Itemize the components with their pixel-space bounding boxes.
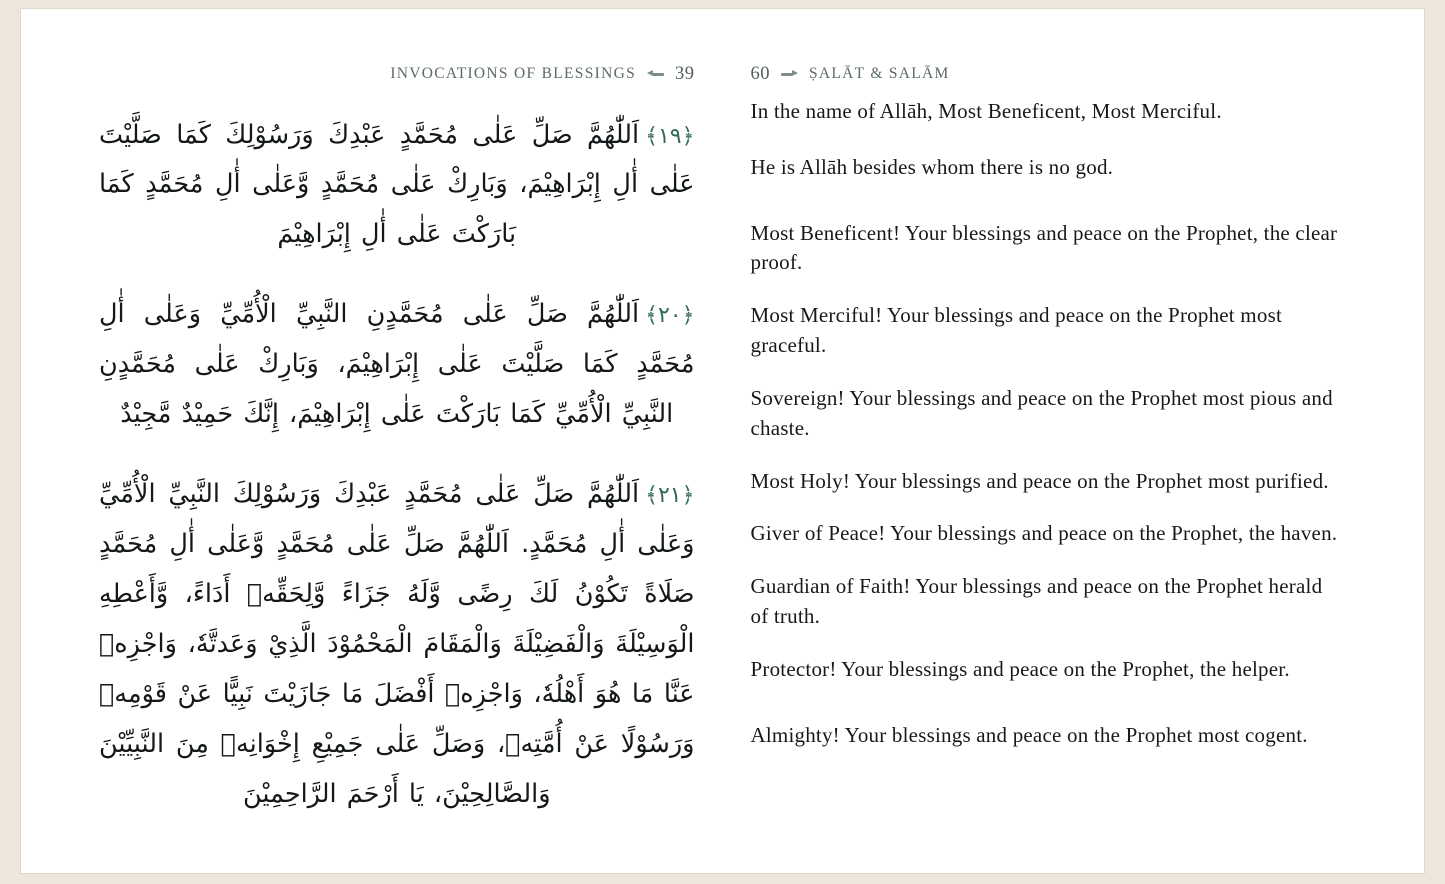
translation-paragraph-most-beneficent: Most Beneficent! Your blessings and peace on the Prophet, the clear proof. (750, 220, 1338, 275)
invocation-20 (99, 290, 695, 440)
left-page-running-head (99, 63, 695, 85)
translation-paragraph-most-holy: Most Holy! Your blessings and peace on the Prophet most purified. (750, 468, 1329, 493)
right-page (723, 9, 1425, 873)
translation-paragraph-almighty: Almighty! Your blessings and peace on the Prophet most cogent. (750, 722, 1308, 747)
invocation-19-text: اَللّٰهُمَّ صَلِّ عَلٰى مُحَمَّدٍ عَبْدِكَ وَرَسُوْلِكَ كَمَا صَلَّيْتَ عَلٰى أٰلِ إِبْرَاهِيْمَ، وَبَارِكْ عَلٰى مُحَمَّدٍ وَّعَلٰى أٰلِ مُحَمَّدٍ كَمَا بَارَكْتَ عَلٰى أٰلِ إِبْرَاهِيْمَ (99, 119, 695, 250)
invocation-21-text: اَللّٰهُمَّ صَلِّ عَلٰى مُحَمَّدٍ عَبْدِكَ وَرَسُوْلِكَ النَّبِيِّ الْأُمِّيِّ وَعَلٰى أٰلِ مُحَمَّدٍ. اَللّٰهُمَّ صَلِّ عَلٰى مُحَمَّدٍ وَّعَلٰى أٰلِ مُحَمَّدٍ صَلَاةً تَكُوْنُ لَكَ رِضًى وَّلَهُ جَزَاءً وَّلِحَقِّهٖ أَدَاءً، وَّأَعْطِهِ الْوَسِيْلَةَ وَالْفَضِيْلَةَ وَالْمَقَامَ الْمَحْمُوْدَ الَّذِيْ وَعَدتَّهٗ، وَاجْزِهٖ عَنَّا مَا هُوَ أَهْلُهٗ، وَاجْزِهٖ أَفْضَلَ مَا جَازَيْتَ نَبِيًّا عَنْ قَوْمِهٖ وَرَسُوْلًا عَنْ أُمَّتِهٖ، وَصَلِّ عَلٰى جَمِيْعِ إِخْوَانِهٖ مِنَ النَّبِيِّيْنَ وَالصَّالِحِيْنَ، يَا أَرْحَمَ الرَّاحِمِيْنَ (99, 479, 695, 810)
invocation-19-marker: ﴿١٩﴾ (645, 123, 695, 149)
left-runhead-title: INVOCATIONS OF BLESSINGS (390, 65, 636, 82)
translation-paragraph-tahlil: He is Allāh besides whom there is no god. (750, 154, 1114, 179)
leaf-divider-ornament-icon (781, 70, 798, 78)
invocation-20-marker: ﴿٢٠﴾ (645, 303, 695, 329)
translation-paragraph-bismillah: In the name of Allāh, Most Beneficent, Most Merciful. (750, 99, 1222, 123)
translation-paragraph-most-merciful: Most Merciful! Your blessings and peace on the Prophet most graceful. (750, 303, 1282, 358)
english-translation-body (751, 97, 1345, 750)
translation-paragraph-sovereign: Sovereign! Your blessings and peace on the Prophet most pious and chaste. (750, 385, 1333, 440)
invocation-20-text: اَللّٰهُمَّ صَلِّ عَلٰى مُحَمَّدٍنِ النَّبِيِّ الْأُمِّيِّ وَعَلٰى أٰلِ مُحَمَّدٍ كَمَا صَلَّيْتَ عَلٰى إِبْرَاهِيْمَ، وَبَارِكْ عَلٰى مُحَمَّدٍنِ النَّبِيِّ الْأُمِّيِّ كَمَا بَارَكْتَ عَلٰى إِبْرَاهِيْمَ، إِنَّكَ حَمِيْدٌ مَّجِيْدٌ (99, 299, 695, 430)
translation-paragraph-giver-of-peace: Giver of Peace! Your blessings and peace on the Prophet, the haven. (750, 521, 1338, 546)
left-page (21, 9, 723, 873)
right-runhead-title: ṢALĀT & SALĀM (809, 65, 950, 82)
invocation-21 (99, 470, 695, 820)
arabic-invocations-list (99, 111, 695, 821)
translation-paragraph-protector: Protector! Your blessings and peace on the Prophet, the helper. (750, 656, 1290, 681)
book-page-sheet (21, 9, 1424, 873)
right-page-running-head (751, 63, 1345, 85)
leaf-divider-ornament-icon (647, 70, 664, 78)
invocation-21-marker: ﴿٢١﴾ (645, 483, 695, 509)
right-page-folio: 60 (750, 63, 770, 84)
left-page-folio: 39 (675, 63, 695, 84)
book-spread (21, 9, 1424, 873)
invocation-19 (99, 111, 695, 261)
translation-paragraph-guardian-of-faith: Guardian of Faith! Your blessings and peace on the Prophet herald of truth. (750, 574, 1323, 628)
